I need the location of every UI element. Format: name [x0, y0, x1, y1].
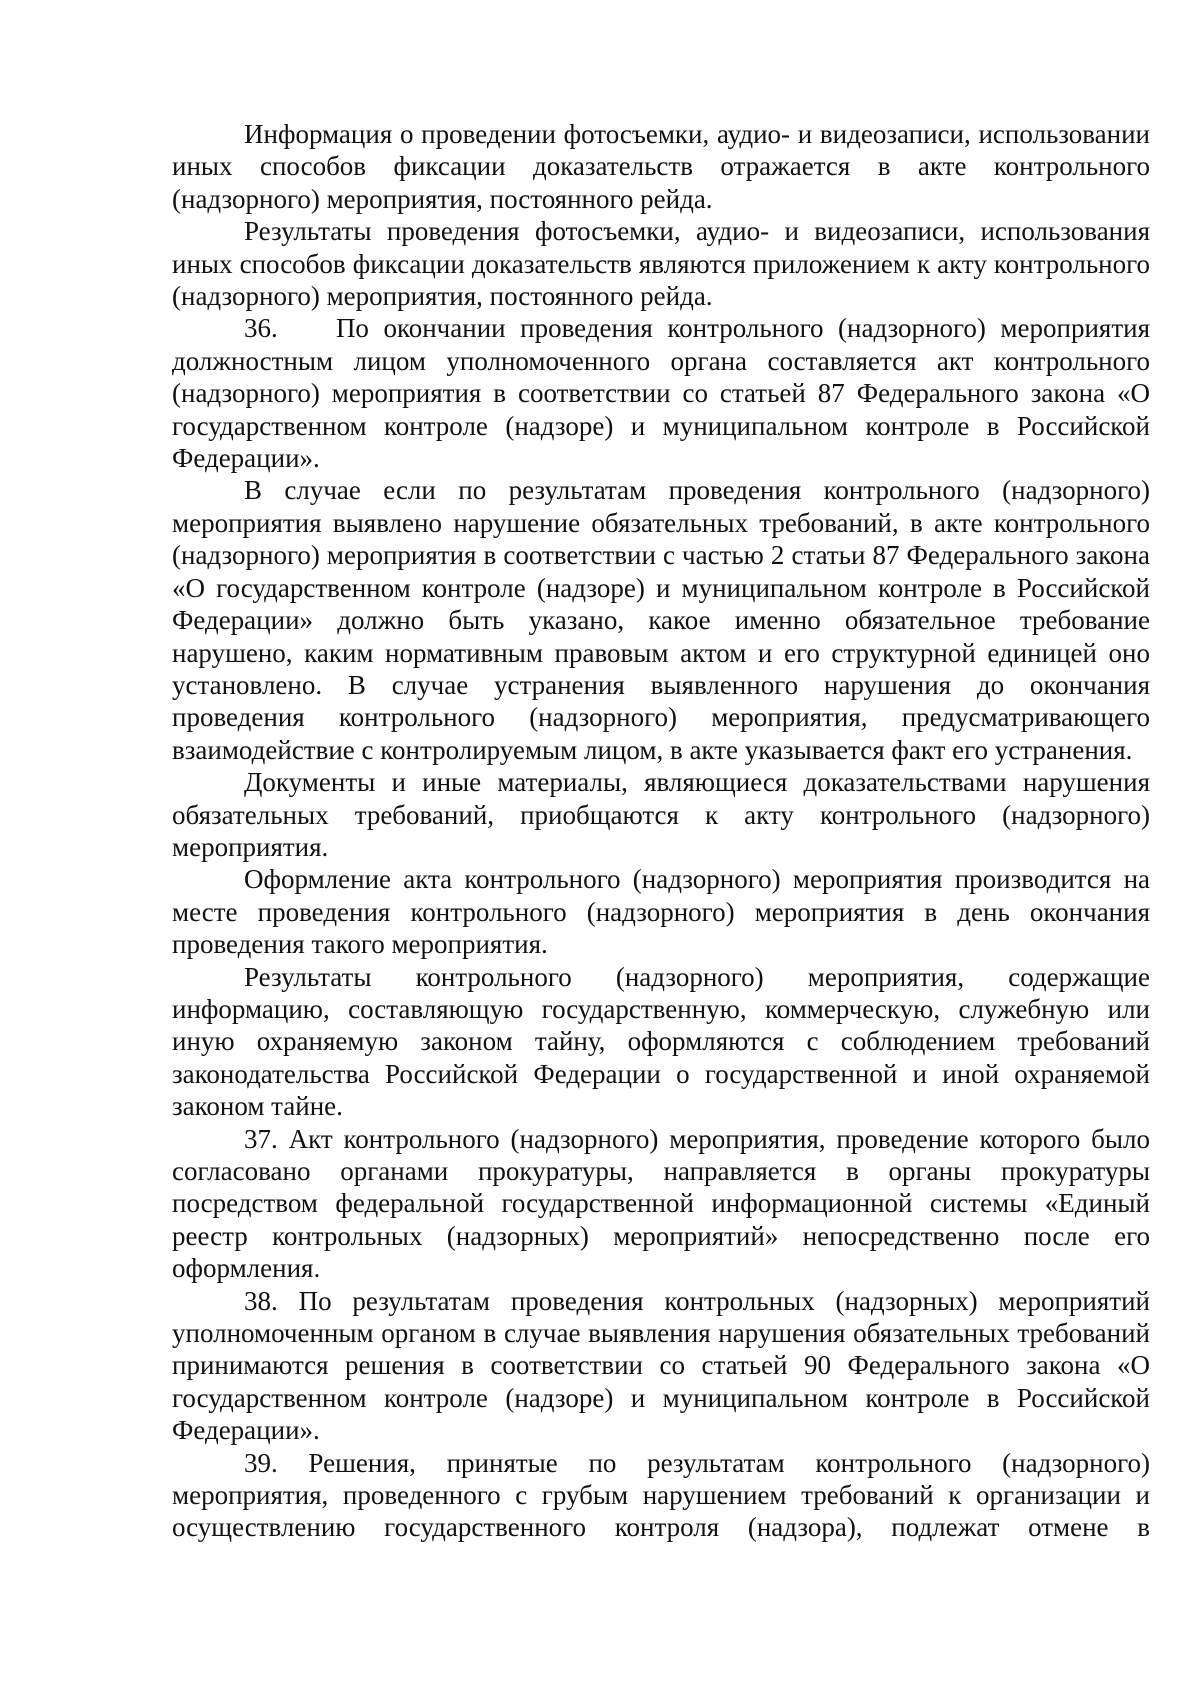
paragraph-36: 36. По окончании проведения контрольного (надзорного) мероприятия должностным лицом уполномоченного органа составляется акт контрольного (надзорного) мероприятия в соответствии со статьей 87 Федерального закона «О государственном контроле (надзоре) и муниципальном контроле в Российской Федерации». — [172, 313, 1150, 474]
paragraph-39: 39. Решения, принятые по результатам контрольного (надзорного) мероприятия, проведенного с грубым нарушением требований к организации и осуществлению государственного контроля (надзора), подлежат отмене в — [172, 1447, 1150, 1543]
paragraph-photo-fixation-results: Результаты проведения фотосъемки, аудио- и видеозаписи, использования иных способов фиксации доказательств являются приложением к акту контрольного (надзорного) мероприятия, постоянного рейда. — [172, 216, 1150, 312]
paragraph-evidence-documents: Документы и иные материалы, являющиеся доказательствами нарушения обязательных требований, приобщаются к акту контрольного (надзорного) мероприятия. — [172, 767, 1150, 862]
paragraph-photo-fixation-info: Информация о проведении фотосъемки, аудио- и видеозаписи, использовании иных способов фиксации доказательств отражается в акте контрольного (надзорного) мероприятия, постоянного рейда. — [172, 119, 1150, 214]
paragraph-act-drafting: Оформление акта контрольного (надзорного) мероприятия производится на месте проведения контрольного (надзорного) мероприятия в день окончания проведения такого мероприятия. — [172, 864, 1150, 960]
paragraph-secret-information: Результаты контрольного (надзорного) мероприятия, содержащие информацию, составляющую государственную, коммерческую, служебную или иную охраняемую законом тайну, оформляются с соблюдением требований законодательства Российской Федерации о государственной и иной охраняемой законом тайне. — [172, 961, 1150, 1122]
paragraph-38: 38. По результатам проведения контрольных (надзорных) мероприятий уполномоченным органом в случае выявления нарушения обязательных требований принимаются решения в соответствии со статьей 90 Федерального закона «О государственном контроле (надзоре) и муниципальном контроле в Российской Федерации». — [172, 1285, 1150, 1446]
paragraph-violation-detected: В случае если по результатам проведения контрольного (надзорного) мероприятия выявлено нарушение обязательных требований, в акте контрольного (надзорного) мероприятия в соответствии с частью 2 статьи 87 Федерального закона «О государственном контроле (надзоре) и муниципальном контроле в Российской Федерации» должно быть указано, какое именно обязательное требование нарушено, каким нормативным правовым актом и его структурной единицей оно установлено. В случае устранения выявленного нарушения до окончания проведения контрольного (надзорного) мероприятия, предусматривающего взаимодействие с контролируемым лицом, в акте указывается факт его устранения. — [172, 475, 1150, 765]
document-body — [172, 118, 1150, 1544]
paragraph-37: 37. Акт контрольного (надзорного) мероприятия, проведение которого было согласовано органами прокуратуры, направляется в органы прокуратуры посредством федеральной государственной информационной системы «Единый реестр контрольных (надзорных) мероприятий» непосредственно после его оформления. — [172, 1123, 1150, 1284]
